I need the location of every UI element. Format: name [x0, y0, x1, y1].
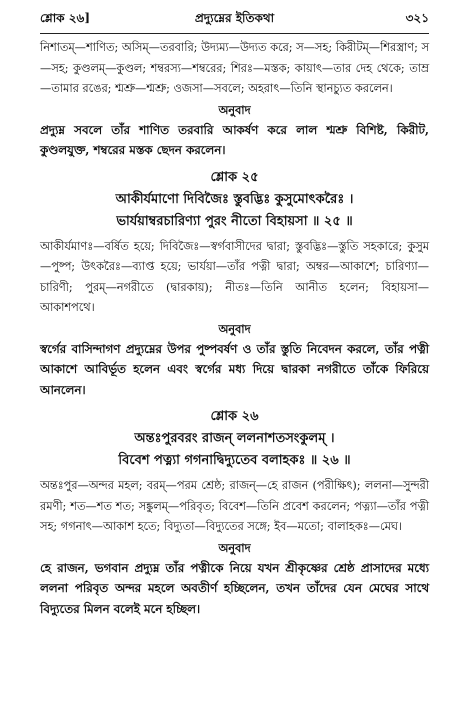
chapter-title: প্রদ্যুম্নের ইতিকথা — [194, 11, 275, 25]
synonyms-paragraph: নিশাতম্—শাণিত; অসিম্—তরবারি; উদ্যম্য—উদ্যত করে; স—সহ; কিরীটম্—শিরস্ত্রাণ; স—সহ; কুণ্ডলম্—কুণ্ডল; শম্বরস্য—শম্বরের; শিরঃ—মস্তক; কায়াৎ—তার দেহ থেকে; তাম্র—তামার রঙের; শ্মশ্রু—শ্মশ্রু; ওজসা—সবলে; অহরাৎ—তিনি স্থানচ্যুত করলেন। — [40, 41, 429, 95]
page-body — [40, 38, 429, 619]
translation-paragraph: হে রাজন, ভগবান প্রদ্যুম্ন তাঁর পত্নীকে নিয়ে যখন শ্রীকৃষ্ণের শ্রেষ্ঠ প্রাসাদের মধ্যে ললনা পরিবৃত অন্দর মহলে অবতীর্ণ হচ্ছিলেন, তখন তাঁদের যেন মেঘের সাথে বিদ্যুতের মিলন বলেই মনে হচ্ছিল। — [40, 560, 429, 616]
verse-line: ভার্যয়াম্বরচারিণ্যা পুরং নীতো বিহায়সা ॥ ২৫ ॥ — [116, 213, 353, 229]
shloka-heading: শ্লোক ২৫ — [210, 169, 259, 185]
verse-reference: শ্লোক ২৬] — [40, 11, 91, 25]
shloka-heading: শ্লোক ২৬ — [210, 409, 259, 424]
synonyms-paragraph: অন্তঃপুর—অন্দর মহল; বরম্—পরম শ্রেষ্ঠ; রাজন্—হে রাজন (পরীক্ষিৎ); ললনা—সুন্দরী রমণী; শত—শত শত; সঙ্কুলম্—পরিবৃত; বিবেশ—তিনি প্রবেশ করলেন; পত্ন্যা—তাঁর পত্নী সহ; গগনাৎ—আকাশ হতে; বিদ্যুতা—বিদ্যুতের সঙ্গে; ইব—মতো; বালাহকঃ—মেঘ। — [40, 479, 429, 533]
running-header — [40, 10, 429, 30]
page-number: ৩২১ — [405, 11, 429, 25]
translation-paragraph: স্বর্গের বাসিন্দাগণ প্রদ্যুম্নের উপর পুষ্পবর্ষণ ও তাঁর স্তুতি নিবেদন করলে, তাঁর পত্নী আকাশে আবির্ভূত হলেন এবং স্বর্গের মধ্য দিয়ে দ্বারকা নগরীতে তাঁকে ফিরিয়ে আনলেন। — [40, 341, 429, 397]
translation-heading: অনুবাদ — [218, 540, 251, 555]
verse-line: বিবেশ পত্ন্যা গগনাদ্বিদ্যুতেব বলাহকঃ ॥ ২৬ ॥ — [118, 453, 351, 468]
translation-paragraph: প্রদ্যুম্ন সবলে তাঁর শাণিত তরবারি আকর্ষণ করে লাল শ্মশ্রু বিশিষ্ট, কিরীট, কুণ্ডলযুক্ত, শম্বরের মস্তক ছেদন করলেন। — [40, 122, 429, 157]
verse-line: অন্তঃপুরবরং রাজন্ ললনাশতসংকুলম্ । — [134, 431, 335, 446]
header-rule — [40, 33, 429, 34]
verse-line: আকীর্যমাণো দিবিজৈঃ স্তুবদ্ভিঃ কুসুমোৎকরৈঃ । — [115, 191, 354, 207]
synonyms-paragraph: আকীর্যমাণঃ—বর্ষিত হয়ে; দিবিজৈঃ—স্বর্গবাসীদের দ্বারা; স্তুবদ্ভিঃ—স্তুতি সহকারে; কুসুম—পুষ্প; উৎকরৈঃ—ব্যাপ্ত হয়ে; ভার্যয়া—তাঁর পত্নী দ্বারা; অম্বর—আকাশে; চারিণ্যা—চারিণী; পুরম্—নগরীতে (দ্বারকায়); নীতঃ—তিনি আনীত হলেন; বিহায়সা—আকাশপথে। — [40, 239, 429, 314]
translation-heading: অনুবাদ — [218, 102, 251, 117]
translation-heading: অনুবাদ — [218, 321, 251, 336]
